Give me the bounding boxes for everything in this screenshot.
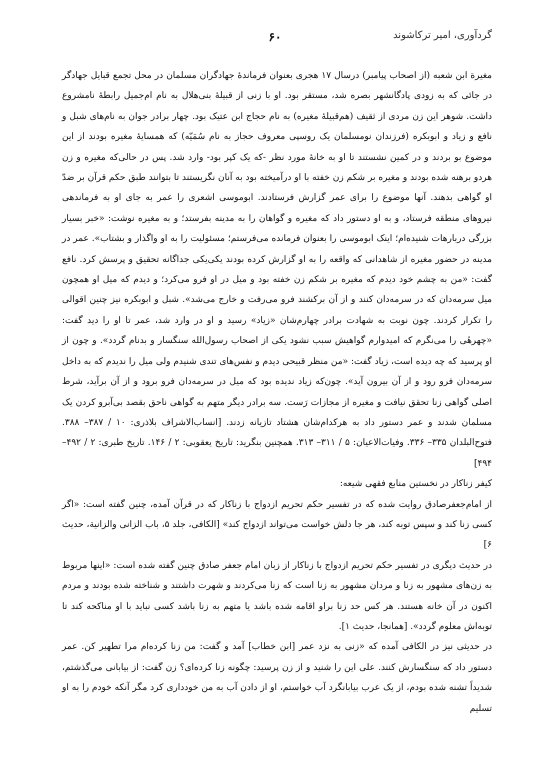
paragraph-3: در حدیث دیگری در تفسیر حکم تحریم ازدواج با زناکار از زبان امام جعفر صادق چنین گفته شده است: «اینها مربوط به زن‌های مشهور به زنا و مردان مشهور به زنا است که زنا می‌کردند و شهرت داشتند و شناخته شده بودند و مردم اکنون در آن خانه هستند. هر کس حد زنا براو اقامه شده باشد یا متهم به زنا باشد کسی نباید با او مناکحه کند تا توبه‌اش معلوم گردد». [همانجا، حدیث ۱].	[62, 560, 492, 632]
page-body	[62, 66, 492, 719]
paragraph-2: از امام‌جعفرصادق روایت شده که در تفسیر حکم تحریم ازدواج با زناکار که در قرآن آمده، چنین گفته است: «اگر کسی زنا کند و سپس توبه کند، هر جا دلش خواست می‌تواند ازدواج کند» [الکافی، جلد ۵، باب الزانی والزانیة، حدیث ۶]	[62, 499, 492, 551]
paragraph-1: مغیرة ابن شعبه (از اصحاب پیامبر) درسال ۱۷ هجری بعنوان فرماندهٔ جهادگران مسلمان در محل تجمع قبایل جهادگر در جائی که به زودی پادگانشهر بصره شد، مستقر بود. او با زنی از قبیلهٔ بنی‌هلال به نام ام‌جمیل رابطهٔ نامشروع داشت. شوهر این زن مردی از ثقیف (هم‌قبیلهٔ مغیره) به نام حجاج ابن عتیک بود. چهار برادر جوان به نام‌های شبل و نافع و زیاد و ابوبکره (فرزندان نومسلمان یک روسپی معروف حجاز به نام سُمَیّه) که همسایهٔ مغیره بودند از این موضوع بو بردند و در کمین نشستند تا او به خانهٔ مورد نظر -که یک کپر بود- وارد شد. پس در حالی‌که مغیره و زن هردو برهنه شده بودند و مغیره بر شکم زن خفته با او درآمیخته بود به آنان نگریستند تا بتوانند طبق حکم قرآن بر ضدّ او گواهی بدهند. آنها موضوع را برای عمر گزارش فرستادند. ابوموسی اشعری را عمر به جای او به فرماندهی نیروهای منطقه فرستاد، و به او دستور داد که مغیره و گواهان را به مدینه بفرستد؛ و به مغیره نوشت: «خبر بسیار بزرگی دربارهات شنیده‌ام؛ اینک ابوموسی را بعنوان فرمانده می‌فرستم؛ مسئولیت را به او واگذار و بشتاب». عمر در مدینه در حضور مغیره از شاهدانی که واقعه را به او گزارش کرده بودند یکی‌یکی جداگانه تحقیق و پرسش کرد. نافع گفت: «من به چشم خود دیدم که مغیره بر شکم زن خفته بود و میل در او فرو می‌کرد؛ و دیدم که میل او همچون میل سرمه‌دان که در سرمه‌دان کنند و از آن برکشند فرو می‌رفت و خارج می‌شد». شبل و ابوبکره نیز چنین اقوالی را تکرار کردند. چون نوبت به شهادت برادر چهارم‌شان «زیاد» رسید و او در وارد شد، عمر تا او را دید گفت: «چهرهٔی را می‌نگرم که امیدوارم گواهیش سبب نشود یکی از اصحاب رسول‌الله سنگسار و بدنام گردد». و چون از او پرسید که چه دیده است، زیاد گفت: «من منظر قبیحی دیدم و نفس‌های تندی شنیدم ولی میل را ندیدم که به داخل سرمه‌دان فرو رود و از آن بیرون آید». چون‌که زیاد ندیده بود که میل در سرمه‌دان فرو برود و از آن برآید، شرط اصلی گواهی زنا تحقق نیافت و مغیره از مجازات رَست. سه برادر دیگر متهم به گواهی ناحق بقصد بی‌آبرو کردن یک مسلمان شدند و عمر دستور داد به هرکدام‌شان هشتاد تازیانه زدند. [انساب‌الاشراف بلاذری: ۱۰ / ۳۸۷– ۳۸۸. فتوح‌البلدان ۳۳۵– ۳۳۶. وفیات‌الاعیان: ۵ / ۳۱۱– ۳۱۳. همچنین بنگرید: تاریخ یعقوبی: ۲ / ۱۴۶. تاریخ طبری: ۲ / ۴۹۲– ۴۹۴]	[62, 71, 492, 469]
header-title: گردآوری، امیر ترکاشوند	[393, 30, 492, 41]
running-header	[58, 30, 492, 48]
paragraph-4: در حدیثی نیز در الکافی آمده که «زنی به نزد عمر [ابن خطاب] آمد و گفت: من زنا کرده‌ام مرا تطهیر کن. عمر دستور داد که سنگسارش کنند. علی این را شنید و از زن پرسید: چگونه زنا کرده‌ای؟ زن گفت: از بیابانی می‌گذشتم، شدیداً تشنه شده بودم، از یک عرب بیابانگرد آب خواستم، او از دادن آب به من خودداری کرد مگر آنکه خودم را به او تسلیم	[62, 642, 492, 714]
page-number: ۶۰	[268, 30, 282, 44]
section-heading: کیفر زناکار در نخستین منابع فقهی شیعه:	[339, 479, 492, 490]
